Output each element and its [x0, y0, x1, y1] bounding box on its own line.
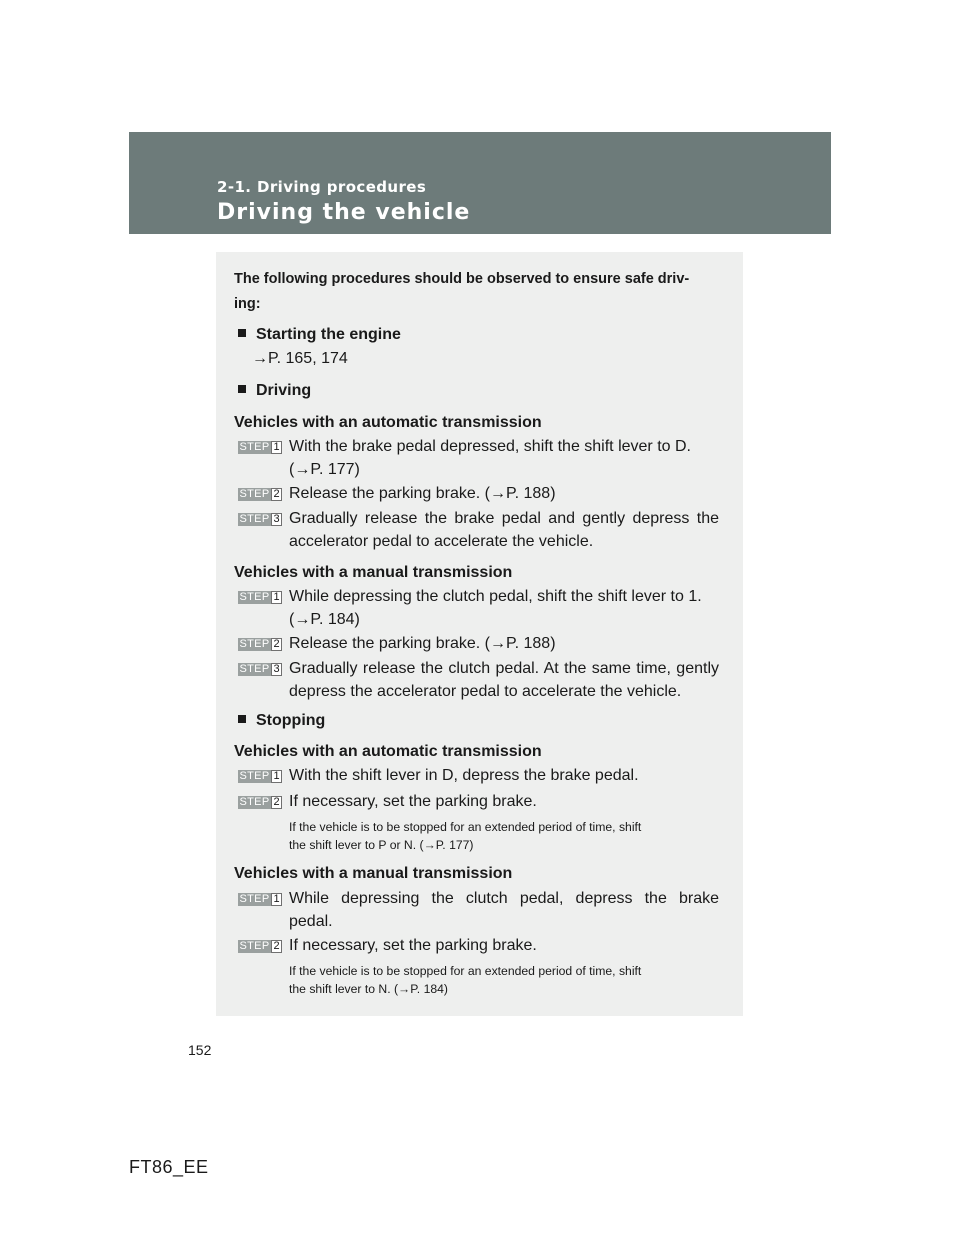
- section-label: 2-1. Driving procedures: [217, 178, 427, 196]
- step-badge: STEP 1: [238, 770, 283, 783]
- step-badge: STEP 3: [238, 513, 283, 526]
- bullet-square-icon: [238, 329, 246, 337]
- step-text: depress the accelerator pedal to accelerate the vehicle.: [289, 683, 682, 700]
- starting-heading: Starting the engine: [238, 326, 401, 344]
- note-text: If the vehicle is to be stopped for an extended period of time, shift: [289, 964, 642, 978]
- bullet-square-icon: [238, 385, 246, 393]
- step-text: Release the parking brake. (→P. 188): [289, 485, 556, 502]
- intro-text: ing:: [234, 296, 261, 312]
- step-text: If necessary, set the parking brake.: [289, 937, 537, 954]
- driving-heading: Driving: [238, 382, 311, 400]
- step-badge: STEP 2: [238, 940, 283, 953]
- step-text: While depressing the clutch pedal, shift the shift lever to 1.: [289, 588, 702, 605]
- step-badge: STEP 1: [238, 591, 283, 604]
- page-number: 152: [188, 1042, 212, 1058]
- driving-auto-heading: Vehicles with an automatic transmission: [234, 414, 542, 431]
- step-text: With the shift lever in D, depress the brake pedal.: [289, 767, 639, 784]
- step-text: Gradually release the clutch pedal. At the same time, gently: [289, 660, 719, 677]
- note-text: If the vehicle is to be stopped for an extended period of time, shift: [289, 820, 642, 834]
- page-title: Driving the vehicle: [217, 200, 471, 225]
- stopping-auto-heading: Vehicles with an automatic transmission: [234, 743, 542, 760]
- stopping-manual-heading: Vehicles with a manual transmission: [234, 865, 513, 882]
- step-badge: STEP 3: [238, 663, 283, 676]
- step-text: Release the parking brake. (→P. 188): [289, 635, 556, 652]
- step-text: (→P. 177): [289, 461, 360, 478]
- page-header: [129, 132, 831, 234]
- step-text: accelerator pedal to accelerate the vehicle.: [289, 533, 594, 550]
- step-text: If necessary, set the parking brake.: [289, 793, 537, 810]
- step-text: (→P. 184): [289, 611, 360, 628]
- driving-manual-heading: Vehicles with a manual transmission: [234, 564, 513, 581]
- note-text: the shift lever to N. (→P. 184): [289, 982, 448, 996]
- starting-reference: →P. 165, 174: [252, 350, 348, 367]
- step-text: pedal.: [289, 913, 333, 930]
- stopping-heading: Stopping: [238, 712, 325, 730]
- step-text: Gradually release the brake pedal and gently depress the: [289, 510, 719, 527]
- step-badge: STEP 1: [238, 441, 283, 454]
- step-badge: STEP 2: [238, 488, 283, 501]
- document-code: FT86_EE: [129, 1157, 209, 1177]
- note-text: the shift lever to P or N. (→P. 177): [289, 838, 474, 852]
- step-badge: STEP 1: [238, 893, 283, 906]
- content-box: [216, 252, 743, 1016]
- bullet-square-icon: [238, 715, 246, 723]
- step-badge: STEP 2: [238, 638, 283, 651]
- step-text: While depressing the clutch pedal, depress the brake: [289, 890, 719, 907]
- intro-text: The following procedures should be observed to ensure safe driv-: [234, 271, 690, 287]
- step-badge: STEP 2: [238, 796, 283, 809]
- step-text: With the brake pedal depressed, shift the shift lever to D.: [289, 438, 691, 455]
